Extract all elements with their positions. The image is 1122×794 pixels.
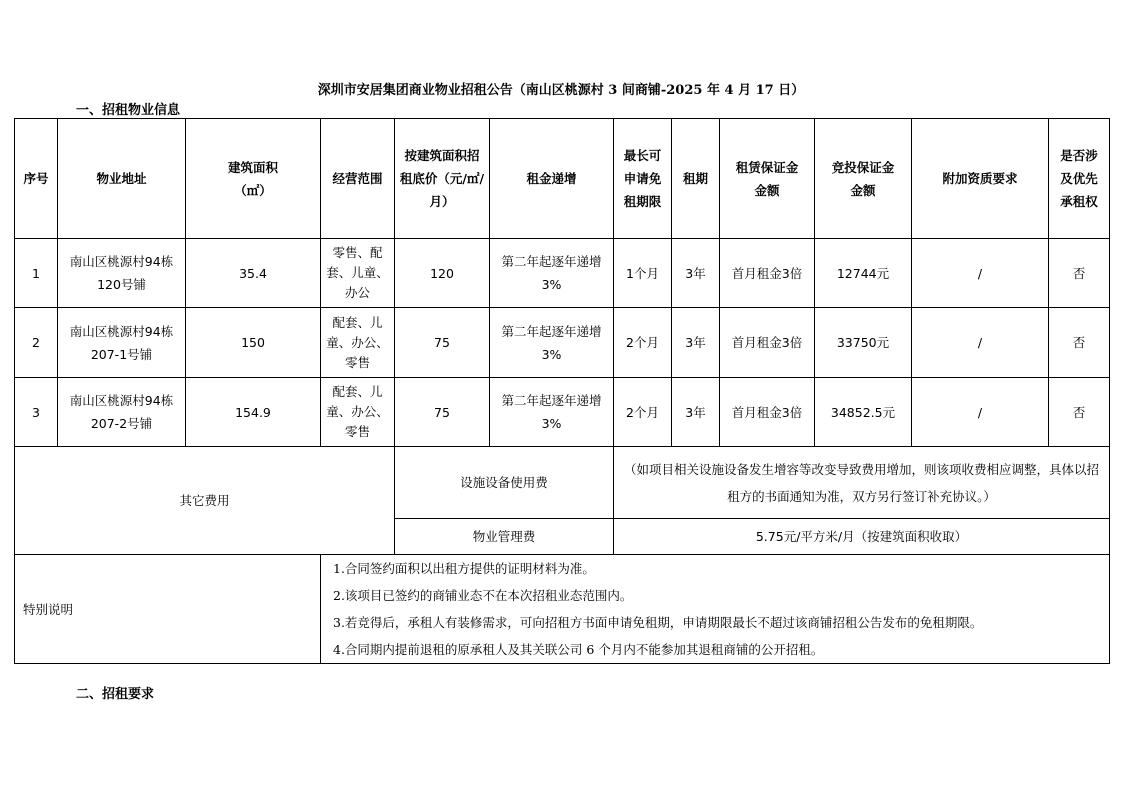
table-header-row xyxy=(15,119,1110,239)
rental-property-table xyxy=(14,118,1110,664)
cell-term: 3年 xyxy=(672,308,720,378)
cell-increase: 第二年起逐年递增3% xyxy=(490,308,614,378)
header-term: 租期 xyxy=(672,119,720,239)
header-address: 物业地址 xyxy=(58,119,186,239)
management-fee-value: 5.75元/平方米/月（按建筑面积收取） xyxy=(614,519,1110,555)
header-qualification: 附加资质要求 xyxy=(912,119,1049,239)
document-title: 深圳市安居集团商业物业招租公告（南山区桃源村 3 间商铺-2025 年 4 月 17 日） xyxy=(317,83,805,98)
cell-qualification: / xyxy=(912,308,1049,378)
cell-seq: 2 xyxy=(15,308,58,378)
header-deposit: 租赁保证金金额 xyxy=(720,119,815,239)
cell-deposit: 首月租金3倍 xyxy=(720,378,815,447)
header-bid-deposit: 竞投保证金金额 xyxy=(815,119,912,239)
cell-term: 3年 xyxy=(672,378,720,447)
header-seq: 序号 xyxy=(15,119,58,239)
cell-seq: 3 xyxy=(15,378,58,447)
special-notes-label: 特别说明 xyxy=(15,555,321,664)
note-item: 1.合同签约面积以出租方提供的证明材料为准。 xyxy=(333,561,595,576)
cell-qualification: / xyxy=(912,239,1049,308)
cell-area: 150 xyxy=(186,308,321,378)
note-item: 2.该项目已签约的商铺业态不在本次招租业态范围内。 xyxy=(333,588,633,603)
cell-free-period: 1个月 xyxy=(614,239,672,308)
cell-increase: 第二年起逐年递增3% xyxy=(490,378,614,447)
cell-term: 3年 xyxy=(672,239,720,308)
cell-free-period: 2个月 xyxy=(614,378,672,447)
facility-fee-label: 设施设备使用费 xyxy=(395,447,614,519)
header-free-period: 最长可申请免租期限 xyxy=(614,119,672,239)
header-base-price: 按建筑面积招租底价（元/㎡/月） xyxy=(395,119,490,239)
cell-priority: 否 xyxy=(1049,308,1110,378)
special-notes-list xyxy=(321,555,1110,664)
cell-address: 南山区桃源村94栋207-2号铺 xyxy=(58,378,186,447)
cell-priority: 否 xyxy=(1049,239,1110,308)
special-notes-row xyxy=(15,555,1110,664)
header-area: 建筑面积（㎡） xyxy=(186,119,321,239)
other-fees-label: 其它费用 xyxy=(15,447,395,555)
cell-area: 154.9 xyxy=(186,378,321,447)
cell-priority: 否 xyxy=(1049,378,1110,447)
cell-free-period: 2个月 xyxy=(614,308,672,378)
cell-deposit: 首月租金3倍 xyxy=(720,308,815,378)
cell-qualification: / xyxy=(912,378,1049,447)
cell-scope: 零售、配套、儿童、办公 xyxy=(321,239,395,308)
cell-address: 南山区桃源村94栋120号铺 xyxy=(58,239,186,308)
cell-base-price: 75 xyxy=(395,308,490,378)
cell-bid-deposit: 33750元 xyxy=(815,308,912,378)
section-heading-requirements: 二、招租要求 xyxy=(76,687,155,702)
cell-base-price: 120 xyxy=(395,239,490,308)
cell-bid-deposit: 34852.5元 xyxy=(815,378,912,447)
section-heading-property-info: 一、招租物业信息 xyxy=(76,103,181,118)
cell-deposit: 首月租金3倍 xyxy=(720,239,815,308)
cell-base-price: 75 xyxy=(395,378,490,447)
header-priority: 是否涉及优先承租权 xyxy=(1049,119,1110,239)
cell-scope: 配套、儿童、办公、零售 xyxy=(321,378,395,447)
table-row xyxy=(15,239,1110,308)
header-scope: 经营范围 xyxy=(321,119,395,239)
cell-seq: 1 xyxy=(15,239,58,308)
cell-bid-deposit: 12744元 xyxy=(815,239,912,308)
note-item: 4.合同期内提前退租的原承租人及其关联公司 6 个月内不能参加其退租商铺的公开招租。 xyxy=(333,642,824,657)
cell-scope: 配套、儿童、办公、零售 xyxy=(321,308,395,378)
cell-area: 35.4 xyxy=(186,239,321,308)
other-fees-facility-row xyxy=(15,447,1110,519)
cell-increase: 第二年起逐年递增3% xyxy=(490,239,614,308)
note-item: 3.若竞得后，承租人有装修需求，可向招租方书面申请免租期，申请期限最长不超过该商铺招租公告发布的免租期限。 xyxy=(333,615,983,630)
facility-fee-note: （如项目相关设施设备发生增容等改变导致费用增加，则该项收费相应调整，具体以招租方的书面通知为准，双方另行签订补充协议。） xyxy=(614,447,1110,519)
management-fee-label: 物业管理费 xyxy=(395,519,614,555)
header-increase: 租金递增 xyxy=(490,119,614,239)
table-row xyxy=(15,308,1110,378)
table-row xyxy=(15,378,1110,447)
cell-address: 南山区桃源村94栋207-1号铺 xyxy=(58,308,186,378)
